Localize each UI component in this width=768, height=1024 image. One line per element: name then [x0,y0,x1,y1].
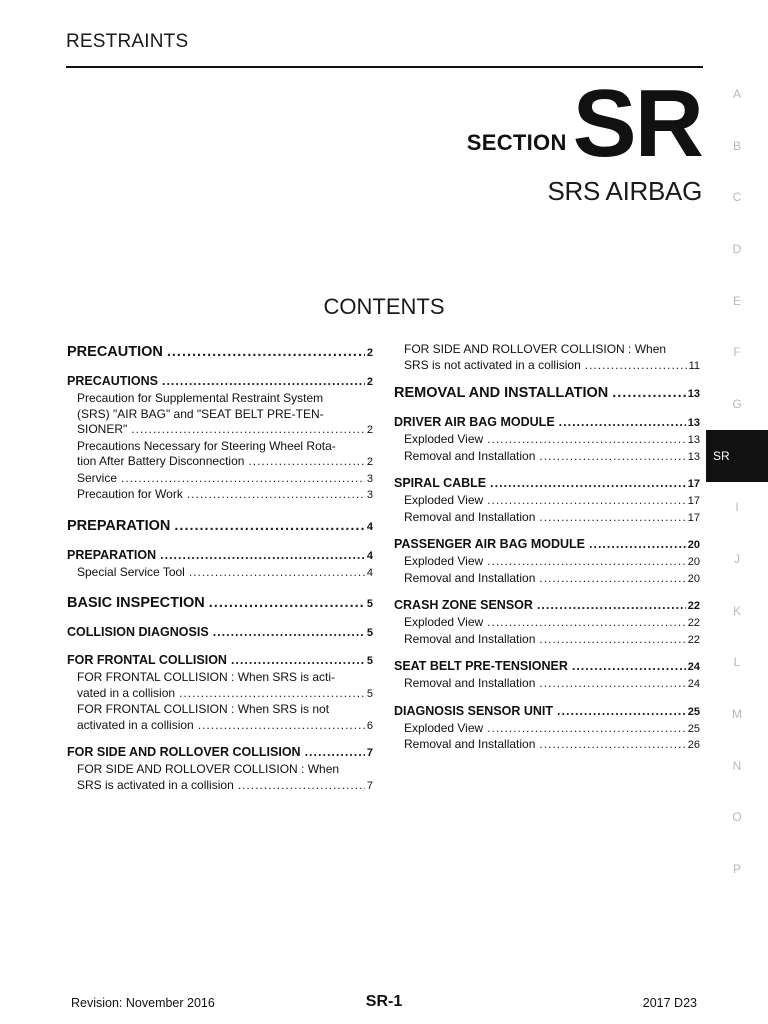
toc-page-number: 22 [687,600,700,612]
toc-page-number: 24 [687,661,700,673]
leader-dots [238,778,365,794]
toc-entry-title: PRECAUTION [67,344,163,360]
page-footer [0,994,768,1014]
toc-page-number: 24 [687,678,700,690]
toc-entry[interactable] [67,439,373,471]
toc-page-number: 2 [366,376,373,388]
toc-entry[interactable] [394,510,700,527]
toc-right-column [394,342,700,754]
toc-entry[interactable] [394,475,700,493]
toc-entry-title: Special Service Tool [77,564,185,579]
toc-entry-title: FOR SIDE AND ROLLOVER COLLISION [67,745,301,759]
toc-entry[interactable] [67,342,373,363]
section-tab-o[interactable]: O [732,810,742,825]
toc-entry[interactable] [394,632,700,649]
toc-entry-title: DRIVER AIR BAG MODULE [394,415,555,429]
toc-entry[interactable] [394,383,700,404]
toc-entry-title: FOR FRONTAL COLLISION : When SRS is acti- [77,670,336,684]
section-tab-l[interactable]: L [733,655,741,670]
toc-entry-title: SRS is not activated in a collision [404,357,581,372]
toc-entry[interactable] [394,703,700,721]
toc-page-number: 5 [366,687,373,700]
toc-entry-title: SPIRAL CABLE [394,476,487,490]
toc-page-number: 7 [366,779,373,792]
leader-dots [487,432,686,448]
toc-entry-title: vated in a collision [77,685,176,700]
toc-entry-title: Exploded View [404,493,484,507]
leader-dots [174,516,364,536]
toc-entry-title: DIAGNOSIS SENSOR UNIT [394,703,554,718]
toc-page-number: 5 [366,655,373,667]
section-tab-c[interactable]: C [732,190,742,205]
toc-entry-title: Exploded View [404,432,484,446]
toc-entry[interactable] [394,737,700,754]
leader-dots [490,475,686,492]
section-tab-a[interactable]: A [732,86,741,101]
toc-entry[interactable] [394,658,700,676]
toc-entry[interactable] [394,342,700,374]
leader-dots [585,358,687,374]
leader-dots [305,744,365,761]
toc-entry-title: FOR FRONTAL COLLISION : When SRS is not [77,702,330,716]
toc-entry[interactable] [394,449,700,466]
toc-page-number: 6 [366,719,373,732]
leader-dots [209,593,365,613]
section-tabs [706,68,768,895]
leader-dots [612,383,685,403]
leader-dots [539,510,685,526]
toc-entry-title: Removal and Installation [404,631,536,646]
toc-entry-title: FOR SIDE AND ROLLOVER COLLISION : When [404,342,667,356]
leader-dots [487,615,686,631]
toc-entry-title: PASSENGER AIR BAG MODULE [394,537,585,551]
toc-entry[interactable] [394,493,700,510]
toc-entry[interactable] [67,373,373,391]
toc-entry[interactable] [394,554,700,571]
toc-entry-title: BASIC INSPECTION [67,595,205,611]
section-tab-b[interactable]: B [732,138,741,153]
leader-dots [537,597,686,614]
section-code: SR [572,70,702,177]
toc-entry[interactable] [67,702,373,734]
toc-entry-title: Exploded View [404,554,484,568]
toc-entry[interactable] [67,670,373,702]
toc-entry-title: Removal and Installation [404,448,536,463]
leader-dots [487,721,686,737]
toc-entry[interactable] [394,721,700,738]
toc-page-number: 4 [366,520,373,533]
toc-entry-title: REMOVAL AND INSTALLATION [394,385,609,401]
section-tab-n[interactable]: N [732,758,742,773]
toc-entry[interactable] [67,624,373,642]
toc-page-number: 13 [687,417,700,429]
toc-entry-title: Exploded View [404,720,484,735]
leader-dots [539,571,685,587]
section-tab-k[interactable]: K [732,603,741,618]
leader-dots [162,373,365,390]
toc-entry[interactable] [394,414,700,432]
toc-entry[interactable] [67,391,373,439]
toc-entry-title: FOR SIDE AND ROLLOVER COLLISION : When [77,762,340,776]
toc-entry-title: SEAT BELT PRE-TENSIONER [394,659,568,673]
toc-page-number: 3 [366,489,373,501]
footer-revision: Revision: November 2016 [71,996,215,1010]
toc-page-number: 20 [687,556,700,568]
section-subtitle: SRS AIRBAG [547,176,702,206]
toc-page-number: 3 [366,472,373,485]
toc-page-number: 2 [366,347,373,359]
leader-dots [179,686,365,702]
toc-entry-title: PREPARATION [67,517,171,534]
toc-entry-title: SRS is activated in a collision [77,777,234,792]
section-label: SECTION [466,130,567,156]
toc-entry[interactable] [67,593,373,614]
toc-entry-title: Removal and Installation [404,676,536,690]
toc-entry-title: Precaution for Work [77,487,183,501]
toc-entry-title: CRASH ZONE SENSOR [394,598,533,612]
toc-entry-title: activated in a collision [77,717,194,732]
toc-page-number: 20 [687,539,700,551]
leader-dots [487,554,686,570]
toc-entry-title: Removal and Installation [404,570,536,585]
toc-entry-title: Precautions Necessary for Steering Wheel Rota- [77,438,336,453]
section-tab-j[interactable]: J [734,552,740,567]
toc-page-number: 17 [687,495,700,507]
toc-entry[interactable] [67,652,373,670]
contents-title: CONTENTS [323,294,445,319]
section-tab-e[interactable]: E [732,293,741,308]
toc-page-number: 20 [687,572,700,585]
toc-entry[interactable] [67,516,373,537]
section-tab-g[interactable]: G [732,396,742,411]
leader-dots [213,624,365,641]
leader-dots [248,454,364,470]
section-tab-sr[interactable]: SR [706,430,768,482]
leader-dots [559,414,686,431]
leader-dots [187,487,365,503]
toc-entry-title: SIONER" [77,422,128,436]
leader-dots [589,536,686,553]
toc-entry[interactable] [67,487,373,504]
leader-dots [198,718,365,734]
leader-dots [557,703,686,720]
section-tab-d[interactable]: D [732,241,742,256]
toc-page-number: 17 [687,511,700,524]
leader-dots [167,342,365,362]
section-tab-m[interactable]: M [732,707,742,722]
leader-dots [539,632,685,648]
toc-page-number: 2 [366,456,373,468]
toc-entry-title: FOR FRONTAL COLLISION [67,653,227,667]
toc-entry[interactable] [394,536,700,554]
leader-dots [539,737,685,753]
toc-page-number: 11 [688,359,700,372]
toc-entry-title: PRECAUTIONS [67,374,158,388]
leader-dots [189,565,365,581]
toc-page-number: 4 [366,566,373,579]
toc-page-number: 13 [687,434,700,446]
leader-dots [121,471,365,487]
toc-page-number: 25 [687,705,700,718]
leader-dots [539,449,685,465]
toc-entry[interactable] [394,676,700,693]
footer-page-code: SR-1 [365,993,403,1010]
toc-entry[interactable] [394,597,700,615]
toc-left-column [67,342,373,794]
header-rule [66,66,703,68]
toc-entry[interactable] [67,471,373,488]
toc-entry-title: PREPARATION [67,547,157,562]
toc-page-number: 25 [687,722,700,735]
leader-dots [231,652,365,669]
toc-entry-title: Exploded View [404,615,484,629]
toc-entry[interactable] [394,432,700,449]
toc-page-number: 17 [687,478,700,490]
footer-model: 2017 D23 [642,996,697,1010]
toc-entry-title: Precaution for Supplemental Restraint System [77,391,324,405]
toc-page-number: 26 [687,739,700,751]
toc-entry[interactable] [394,571,700,588]
toc-page-number: 5 [366,627,373,639]
toc-page-number: 13 [687,388,700,400]
toc-entry-title: Removal and Installation [404,509,536,524]
toc-entry-title: COLLISION DIAGNOSIS [67,625,209,639]
toc-entry-title: (SRS) "AIR BAG" and "SEAT BELT PRE-TEN- [77,406,324,421]
toc-page-number: 22 [687,617,700,629]
section-tab-p[interactable]: P [732,862,741,877]
header-title: RESTRAINTS [66,31,189,52]
section-tab-f[interactable]: F [733,345,741,360]
toc-page-number: 22 [687,633,700,646]
toc-entry-title: Service [77,470,118,485]
section-tab-i[interactable]: I [735,500,739,515]
leader-dots [487,493,686,509]
toc-entry[interactable] [67,762,373,794]
section-heading [466,70,702,177]
leader-dots [131,422,365,438]
toc-entry-title: tion After Battery Disconnection [77,454,245,468]
toc-entry[interactable] [67,565,373,582]
toc-page-number: 2 [366,424,373,436]
toc-entry[interactable] [67,744,373,762]
leader-dots [572,658,686,675]
toc-page-number: 7 [366,747,373,759]
toc-page-number: 4 [366,549,373,562]
toc-entry[interactable] [67,547,373,565]
toc-page-number: 5 [366,598,373,610]
toc-entry[interactable] [394,615,700,632]
leader-dots [539,676,685,692]
leader-dots [160,547,365,564]
toc-page-number: 13 [687,450,700,463]
toc-entry-title: Removal and Installation [404,737,536,751]
